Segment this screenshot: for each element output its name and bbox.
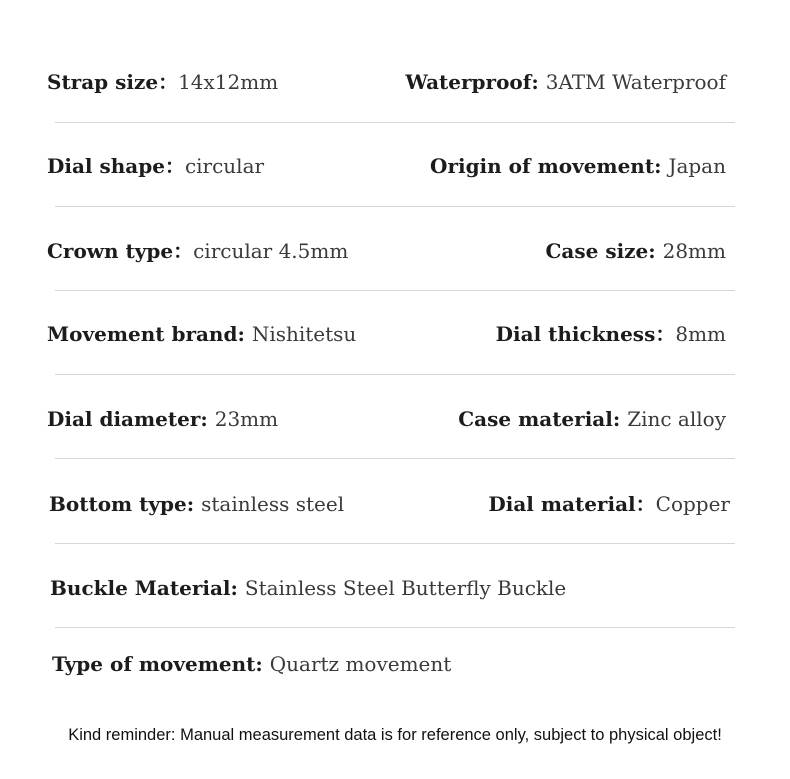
spec-label: Case size:	[545, 239, 663, 263]
spec-dial-shape	[47, 146, 264, 186]
divider	[55, 122, 735, 123]
spec-strap-size	[47, 62, 278, 102]
spec-value: Copper	[655, 492, 730, 516]
spec-value: stainless steel	[201, 492, 345, 516]
spec-value: circular 4.5mm	[193, 239, 349, 263]
spec-label: Origin of movement:	[430, 154, 669, 178]
divider	[55, 374, 735, 375]
divider	[55, 543, 735, 544]
spec-label: Strap size：	[47, 70, 179, 94]
spec-row	[0, 314, 790, 354]
spec-label: Waterproof:	[405, 70, 546, 94]
spec-value: 14x12mm	[178, 70, 279, 94]
divider	[55, 627, 735, 628]
divider	[55, 290, 735, 291]
spec-case-size	[546, 231, 727, 271]
spec-waterproof	[405, 62, 726, 102]
spec-row	[0, 644, 790, 684]
spec-label: Case material:	[458, 407, 628, 431]
divider	[55, 206, 735, 207]
spec-value: Japan	[668, 154, 726, 178]
spec-value: Zinc alloy	[627, 407, 726, 431]
spec-value: Nishitetsu	[251, 322, 357, 346]
spec-label: Type of movement:	[52, 652, 270, 676]
spec-dial-material	[488, 484, 730, 524]
spec-dial-thickness	[496, 314, 726, 354]
divider	[55, 458, 735, 459]
spec-type-of-movement	[52, 644, 451, 684]
spec-row	[0, 399, 790, 439]
spec-label: Dial material：	[488, 492, 656, 516]
spec-value: 8mm	[675, 322, 726, 346]
spec-row	[0, 484, 790, 524]
spec-label: Crown type：	[47, 239, 194, 263]
spec-label: Dial shape：	[47, 154, 185, 178]
spec-label: Movement brand:	[47, 322, 252, 346]
spec-row	[0, 568, 790, 608]
spec-movement-brand	[47, 314, 356, 354]
spec-value: Quartz movement	[269, 652, 452, 676]
spec-value: Stainless Steel Butterfly Buckle	[244, 576, 567, 600]
spec-label: Dial diameter:	[47, 407, 215, 431]
spec-label: Dial thickness：	[495, 322, 676, 346]
spec-crown-type	[47, 231, 348, 271]
spec-label: Bottom type:	[49, 492, 202, 516]
reminder-note: Kind reminder: Manual measurement data is for reference only, subject to physical object!	[68, 726, 722, 744]
spec-buckle-material	[50, 568, 566, 608]
spec-value: 3ATM Waterproof	[545, 70, 726, 94]
spec-label: Buckle Material:	[50, 576, 245, 600]
spec-value: 23mm	[214, 407, 279, 431]
spec-value: circular	[184, 154, 265, 178]
spec-dial-diameter	[47, 399, 278, 439]
spec-case-material	[458, 399, 726, 439]
spec-row	[0, 146, 790, 186]
spec-row	[0, 62, 790, 102]
spec-bottom-type	[49, 484, 344, 524]
spec-row	[0, 231, 790, 271]
spec-value: 28mm	[662, 239, 726, 263]
spec-origin-of-movement	[430, 146, 726, 186]
